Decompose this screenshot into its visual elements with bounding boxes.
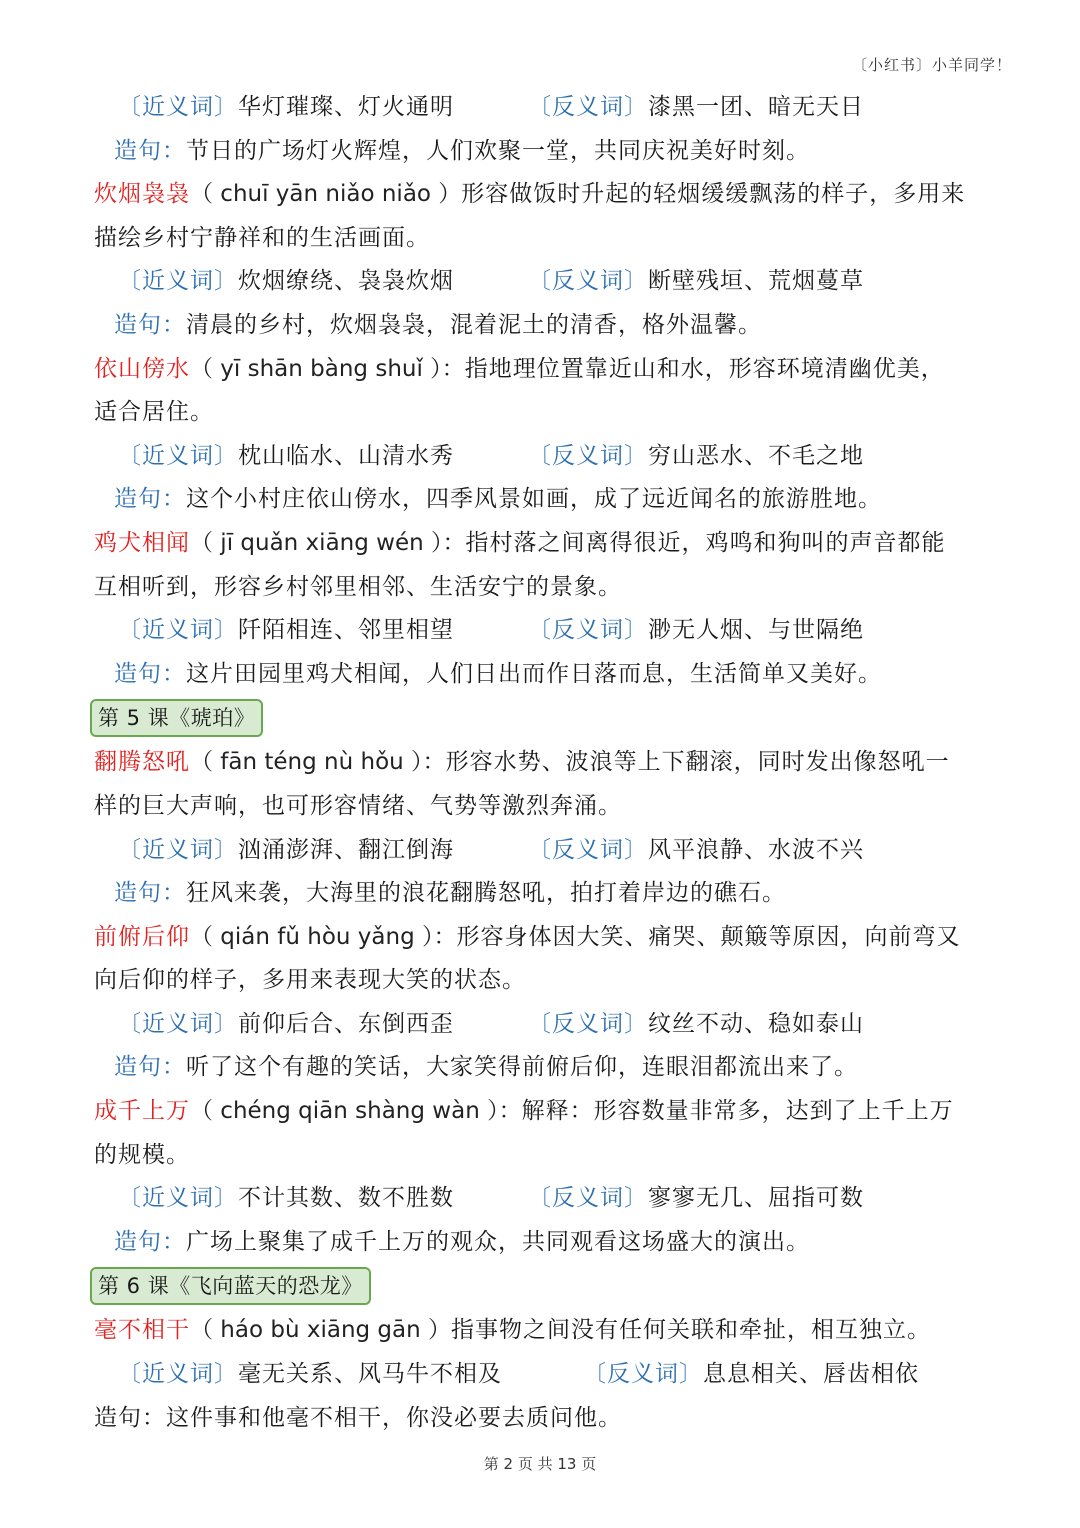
- antonym-tag: 〔反义词〕: [528, 94, 648, 120]
- antonyms: 纹丝不动、稳如泰山: [648, 1010, 864, 1037]
- synonym-tag: 〔近义词〕: [118, 1185, 238, 1212]
- synonyms: 枕山临水、山清水秀: [238, 442, 454, 469]
- example-tag: 造句：: [114, 137, 186, 164]
- example-sentence: 造句：狂风来袭，大海里的浪花翻腾怒吼，拍打着岸边的礁石。: [114, 880, 786, 907]
- idiom-entry: [94, 1090, 994, 1134]
- synonym-tag: 〔近义词〕: [118, 1010, 238, 1037]
- synonyms: 炊烟缭绕、袅袅炊烟: [238, 268, 454, 295]
- antonym-tag: 〔反义词〕: [528, 1010, 648, 1037]
- synonym-tag: 〔近义词〕: [118, 94, 238, 120]
- example-tag: 造句：: [114, 1228, 186, 1255]
- antonym-tag: 〔反义词〕: [528, 268, 648, 295]
- example-tag: 造句：: [94, 1404, 166, 1431]
- idiom-pinyin: （ chéng qiān shàng wàn ）：: [190, 1098, 522, 1125]
- synonym-tag: 〔近义词〕: [118, 268, 238, 295]
- idiom-pinyin: （ qián fǔ hòu yǎng ）：: [190, 923, 457, 950]
- idiom-pinyin: （ chuī yān niǎo niǎo ）: [190, 181, 462, 208]
- synonym-tag: 〔近义词〕: [118, 617, 238, 644]
- example-tag: 造句：: [114, 311, 186, 338]
- example-tag: 造句：: [114, 486, 186, 513]
- idiom-definition-cont: 的规模。: [94, 1141, 190, 1168]
- idiom-entry: [94, 1309, 994, 1353]
- synonyms: 华灯璀璨、灯火通明: [238, 94, 454, 120]
- synonym-antonym-row: [94, 829, 994, 873]
- idiom-term: 炊烟袅袅: [94, 181, 190, 208]
- synonyms: 前仰后合、东倒西歪: [238, 1010, 454, 1037]
- idiom-definition: 指地理位置靠近山和水，形容环境清幽优美，: [464, 355, 945, 382]
- antonyms: 息息相关、唇齿相依: [703, 1361, 919, 1388]
- synonym-antonym-row: [94, 86, 994, 130]
- idiom-pinyin: （ fān téng nù hǒu ）：: [190, 749, 446, 776]
- synonym-tag: 〔近义词〕: [118, 442, 238, 469]
- antonyms: 寥寥无几、屈指可数: [648, 1185, 864, 1212]
- idiom-definition: 形容身体因大笑、痛哭、颠簸等原因，向前弯又: [456, 923, 961, 950]
- example-sentence: 造句：广场上聚集了成千上万的观众，共同观看这场盛大的演出。: [114, 1228, 810, 1255]
- idiom-definition: 指事物之间没有任何关联和牵扯，相互独立。: [451, 1317, 932, 1344]
- watermark: 〔小红书〕小羊同学！: [851, 56, 1012, 74]
- antonyms: 渺无人烟、与世隔绝: [648, 617, 864, 644]
- synonym-antonym-row: [94, 1177, 994, 1221]
- antonyms: 漆黑一团、暗无天日: [648, 94, 864, 120]
- antonyms: 断壁残垣、荒烟蔓草: [648, 268, 864, 295]
- idiom-definition: 形容水势、波浪等上下翻滚，同时发出像怒吼一: [445, 749, 950, 776]
- idiom-definition: 形容做饭时升起的轻烟缓缓飘荡的样子，多用来: [461, 181, 966, 208]
- lesson-heading: 第 6 课《飞向蓝天的恐龙》: [90, 1267, 371, 1305]
- idiom-term: 翻腾怒吼: [94, 749, 190, 776]
- idiom-entry: [94, 741, 994, 785]
- antonym-tag: 〔反义词〕: [528, 617, 648, 644]
- example-sentence: 造句：这件事和他毫不相干，你没必要去质问他。: [94, 1404, 622, 1431]
- idiom-definition-cont: 互相听到，形容乡村邻里相邻、生活安宁的景象。: [94, 573, 622, 600]
- synonym-antonym-row: [94, 260, 994, 304]
- idiom-definition-cont: 向后仰的样子，多用来表现大笑的状态。: [94, 967, 526, 994]
- idiom-definition: 指村落之间离得很近，鸡鸣和狗叫的声音都能: [465, 529, 946, 556]
- example-sentence: 造句：节日的广场灯火辉煌，人们欢聚一堂，共同庆祝美好时刻。: [114, 137, 810, 164]
- idiom-term: 成千上万: [94, 1098, 190, 1125]
- idiom-pinyin: （ yī shān bàng shuǐ ）：: [190, 355, 465, 382]
- idiom-pinyin: （ jī quǎn xiāng wén ）：: [190, 529, 466, 556]
- example-sentence: 造句：听了这个有趣的笑话，大家笑得前俯后仰，连眼泪都流出来了。: [114, 1054, 858, 1081]
- synonym-tag: 〔近义词〕: [118, 1361, 238, 1388]
- idiom-term: 前俯后仰: [94, 923, 190, 950]
- idiom-pinyin: （ háo bù xiāng gān ）: [190, 1317, 452, 1344]
- idiom-definition: 解释：形容数量非常多，达到了上千上万: [521, 1098, 954, 1125]
- antonym-tag: 〔反义词〕: [528, 1185, 648, 1212]
- idiom-definition-cont: 适合居住。: [94, 399, 214, 426]
- idiom-definition-cont: 样的巨大声响，也可形容情绪、气势等激烈奔涌。: [94, 792, 622, 819]
- idiom-term: 毫不相干: [94, 1317, 190, 1344]
- idiom-term: 依山傍水: [94, 355, 190, 382]
- synonym-tag: 〔近义词〕: [118, 836, 238, 863]
- example-sentence: 造句：这片田园里鸡犬相闻，人们日出而作日落而息，生活简单又美好。: [114, 660, 882, 687]
- synonyms: 阡陌相连、邻里相望: [238, 617, 454, 644]
- antonym-tag: 〔反义词〕: [528, 442, 648, 469]
- antonym-tag: 〔反义词〕: [528, 836, 648, 863]
- page-number: 第 2 页 共 13 页: [483, 1455, 597, 1473]
- synonyms: 汹涌澎湃、翻江倒海: [238, 836, 454, 863]
- synonyms: 不计其数、数不胜数: [238, 1185, 454, 1212]
- example-tag: 造句：: [114, 880, 186, 907]
- idiom-entry: [94, 348, 994, 392]
- idiom-definition-cont: 描绘乡村宁静祥和的生活画面。: [94, 224, 430, 251]
- antonym-tag: 〔反义词〕: [583, 1361, 703, 1388]
- example-tag: 造句：: [114, 1054, 186, 1081]
- example-sentence: 造句：这个小村庄依山傍水，四季风景如画，成了远近闻名的旅游胜地。: [114, 486, 882, 513]
- idiom-entry: [94, 916, 994, 960]
- synonym-antonym-row: [94, 609, 994, 653]
- antonyms: 穷山恶水、不毛之地: [648, 442, 864, 469]
- document-body: [94, 86, 994, 1440]
- idiom-entry: [94, 173, 994, 217]
- lesson-heading: 第 5 课《琥珀》: [90, 699, 263, 737]
- example-sentence: 造句：清晨的乡村，炊烟袅袅，混着泥土的清香，格外温馨。: [114, 311, 762, 338]
- idiom-entry: [94, 522, 994, 566]
- synonym-antonym-row: [94, 1353, 994, 1397]
- synonyms: 毫无关系、风马牛不相及: [238, 1361, 502, 1388]
- example-tag: 造句：: [114, 660, 186, 687]
- antonyms: 风平浪静、水波不兴: [648, 836, 864, 863]
- idiom-term: 鸡犬相闻: [94, 529, 190, 556]
- synonym-antonym-row: [94, 1003, 994, 1047]
- synonym-antonym-row: [94, 435, 994, 479]
